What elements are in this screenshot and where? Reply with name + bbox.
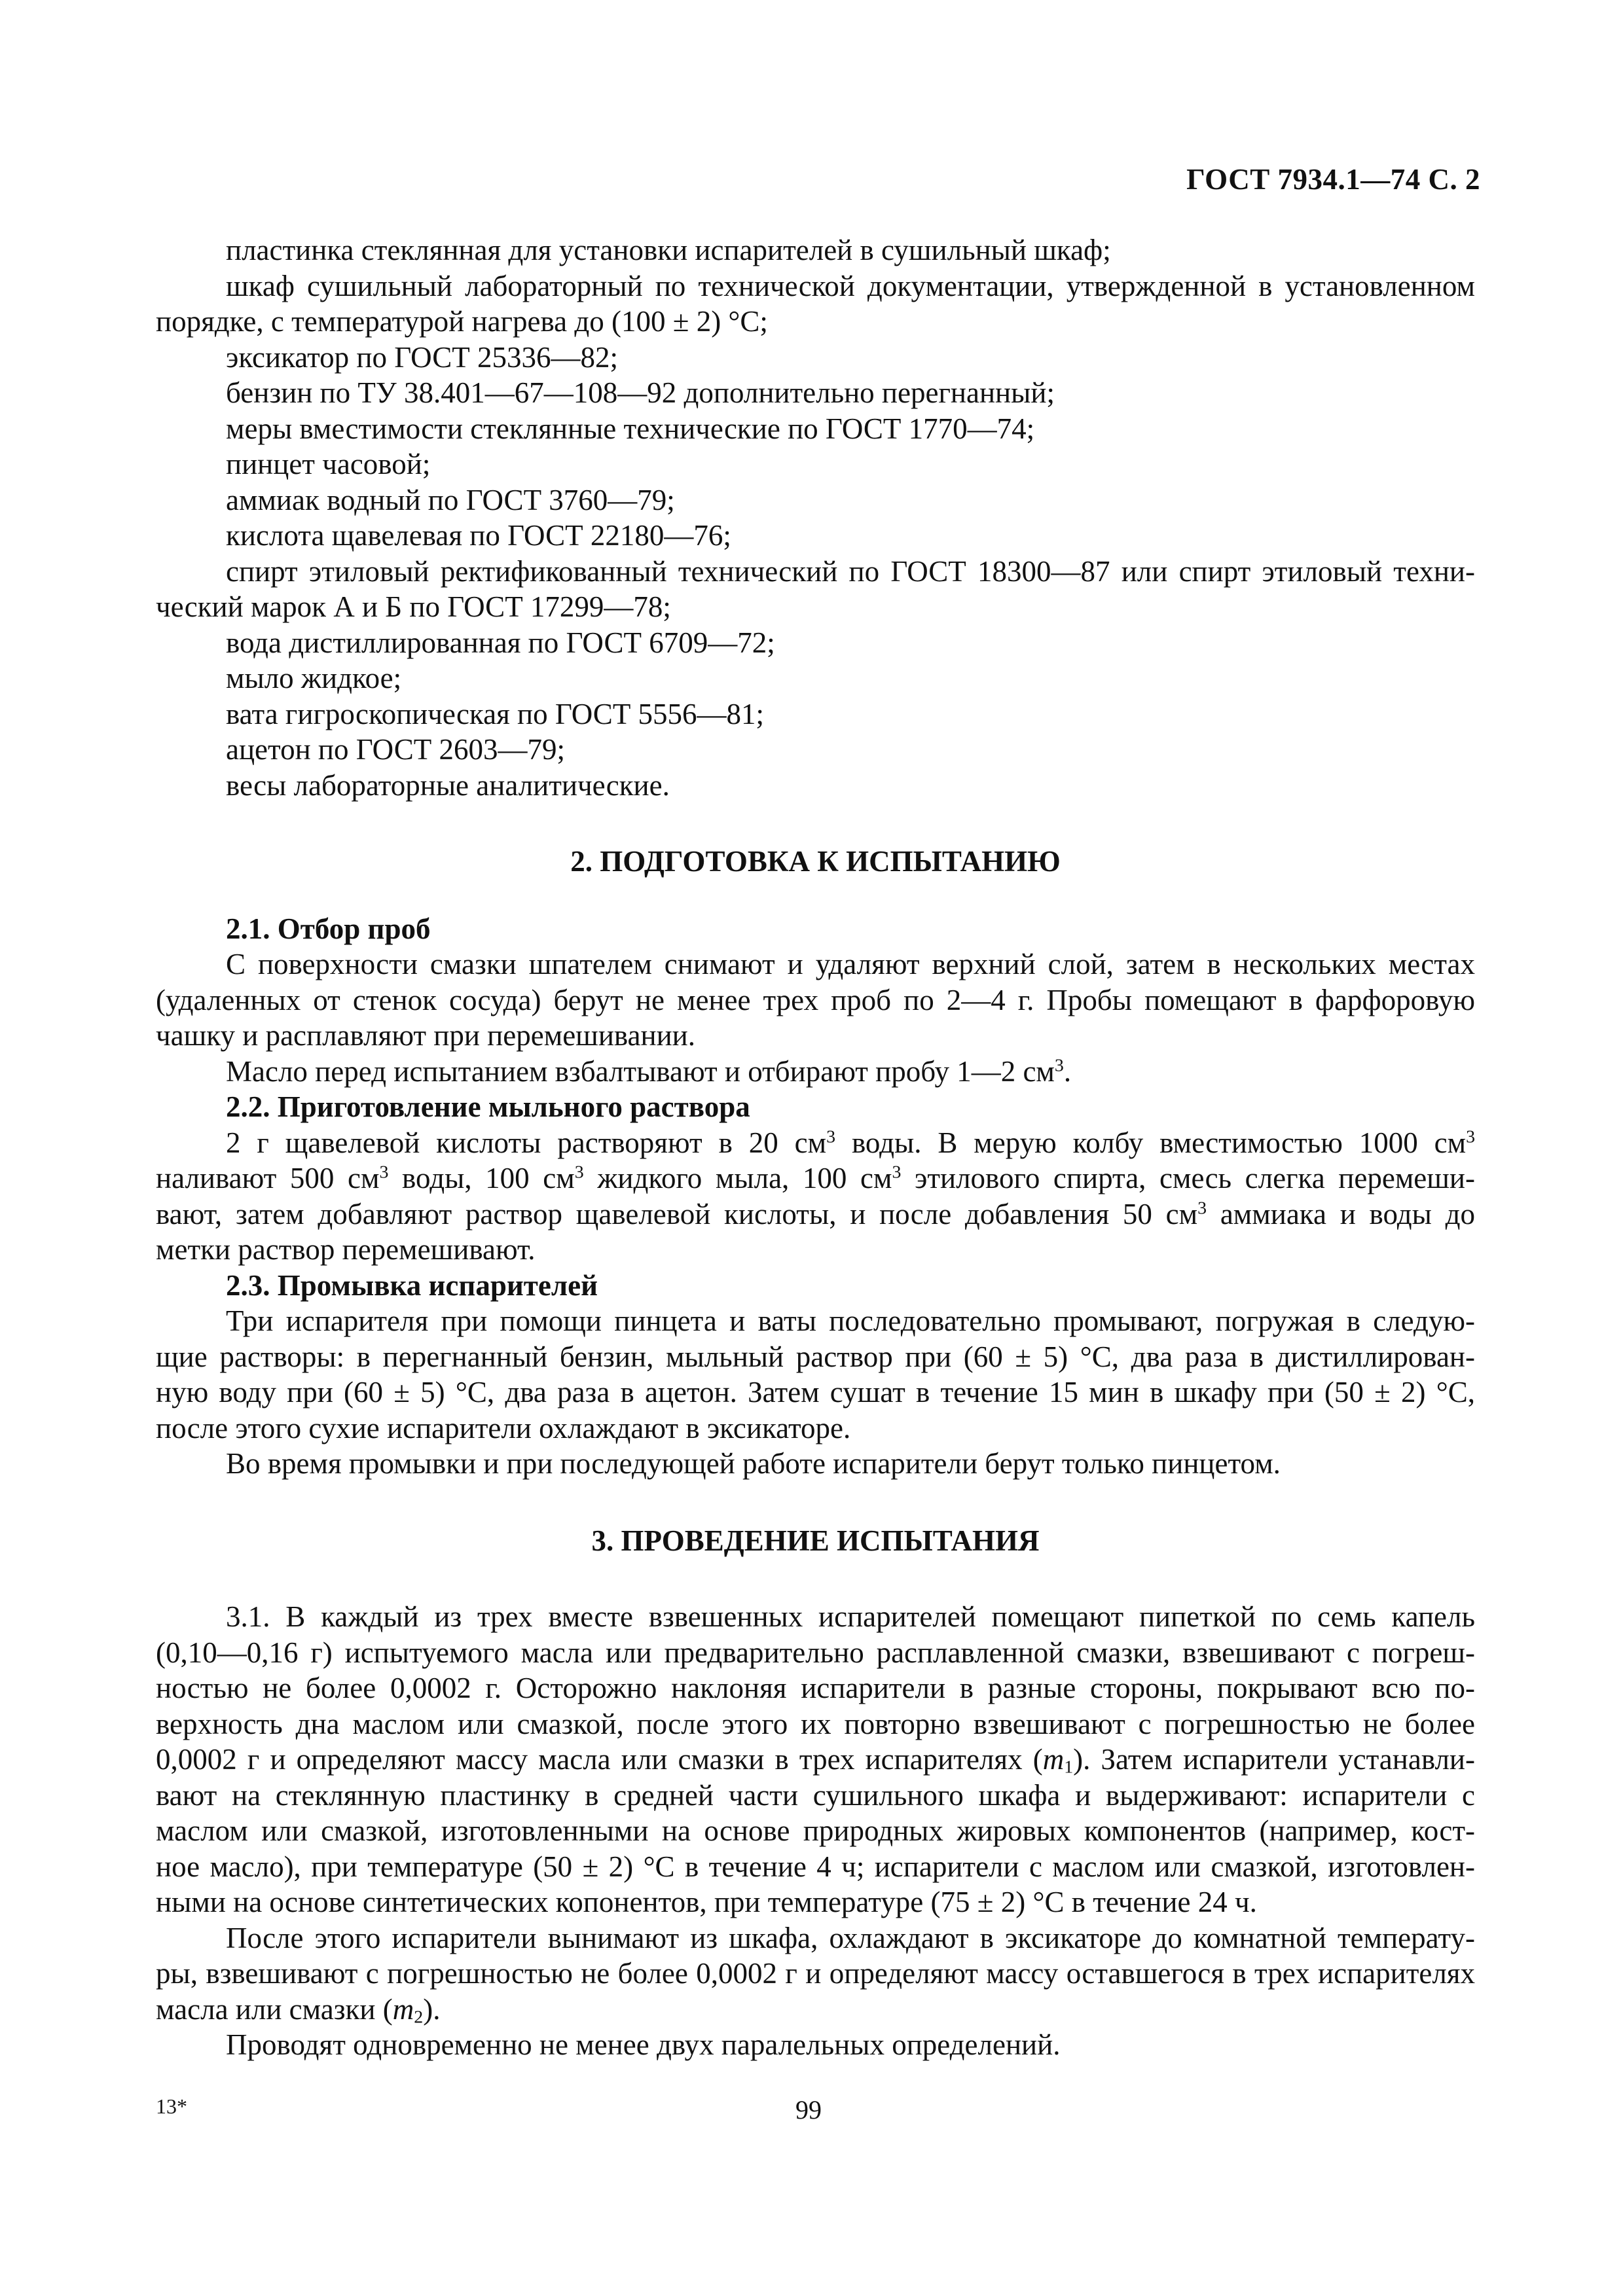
equipment-item: ацетон по ГОСТ 2603—79;	[226, 733, 565, 766]
paragraph-line: ными на основе синтетических копонентов, при температуре (75 ± 2) °С в течение 24 ч.	[156, 1886, 1257, 1918]
equipment-item: бензин по ТУ 38.401—67—108—92 дополнительно перегнанный;	[226, 376, 1055, 409]
equipment-item: порядке, с температурой нагрева до (100 ± 2) °С;	[156, 305, 768, 338]
equipment-item: пинцет часовой;	[226, 448, 431, 480]
equipment-item: кислота щавелевая по ГОСТ 22180—76;	[226, 519, 731, 552]
paragraph-line: метки раствор перемешивают.	[156, 1233, 536, 1266]
paragraph-line: 3.1. В каждый из трех вместе взвешенных испарителей помещают пипеткой по семь капель	[226, 1600, 1475, 1633]
paragraph-line: чашку и расплавляют при перемешивании.	[156, 1019, 696, 1052]
document-body	[156, 232, 1475, 2063]
paragraph-line: (удаленных от стенок сосуда) берут не менее трех проб по 2—4 г. Пробы помещают в фарфоровую	[156, 983, 1475, 1016]
paragraph-line: Масло перед испытанием взбалтывают и отбирают пробу 1—2 $см^3$.	[226, 1054, 1072, 1088]
subsection-2-1-title: 2.1. Отбор проб	[226, 912, 431, 945]
paragraph-line: ное масло), при температуре (50 ± 2) °С в течение 4 ч; испарители с маслом или смазкой, изготовлен-	[156, 1850, 1475, 1883]
subsection-2-2-title: 2.2. Приготовление мыльного раствора	[226, 1090, 750, 1123]
paragraph-line: Во время промывки и при последующей работе испарители берут только пинцетом.	[226, 1447, 1281, 1480]
paragraph-line: верхность дна маслом или смазкой, после этого их повторно взвешивают с погрешностью не более	[156, 1707, 1475, 1740]
paragraph-line: ную воду при (60 ± 5) °С, два раза в ацетон. Затем сушат в течение 15 мин в шкафу при (50 ± 2) °С,	[156, 1376, 1475, 1408]
equipment-item: вата гигроскопическая по ГОСТ 5556—81;	[226, 697, 765, 730]
paragraph-line: После этого испарители вынимают из шкафа, охлаждают в эксикаторе до комнатной температу-	[226, 1921, 1475, 1954]
paragraph-line: 2 г щавелевой кислоты растворяют в 20 $см^3$ воды. В мерую колбу вместимостью 1000 $см^3$	[226, 1126, 1476, 1159]
paragraph-line: Проводят одновременно не менее двух паралельных определений.	[226, 2028, 1061, 2061]
paragraph-line: С поверхности смазки шпателем снимают и удаляют верхний слой, затем в нескольких местах	[226, 948, 1475, 980]
paragraph-line: щие растворы: в перегнанный бензин, мыльный раствор при (60 ± 5) °С, два раза в дистиллирован-	[156, 1340, 1475, 1373]
equipment-item: вода дистиллированная по ГОСТ 6709—72;	[226, 626, 775, 659]
section-3-title: 3. ПРОВЕДЕНИЕ ИСПЫТАНИЯ	[591, 1524, 1040, 1557]
equipment-item: пластинка стеклянная для установки испарителей в сушильный шкаф;	[226, 234, 1111, 266]
paragraph-line: после этого сухие испарители охлаждают в эксикаторе.	[156, 1411, 851, 1444]
equipment-item: ческий марок А и Б по ГОСТ 17299—78;	[156, 590, 671, 623]
paragraph-line: вают на стеклянную пластинку в средней части сушильного шкафа и выдерживают: испарители с	[156, 1778, 1475, 1812]
equipment-item: спирт этиловый ректификованный технический по ГОСТ 18300—87 или спирт этиловый техни-	[226, 554, 1475, 588]
section-2-title: 2. ПОДГОТОВКА К ИСПЫТАНИЮ	[570, 845, 1061, 878]
equipment-item: шкаф сушильный лабораторный по технической документации, утвержденной в установленном	[226, 269, 1475, 302]
paragraph-line: (0,10—0,16 г) испытуемого масла или предварительно расплавленной смазки, взвешивают с погреш-	[156, 1636, 1475, 1669]
paragraph-line: масла или смазки $(m_2)$.	[156, 1992, 441, 2028]
footer-signature-mark: 13*	[156, 2094, 187, 2118]
paragraph-line: вают, затем добавляют раствор щавелевой кислоты, и после добавления 50 $см^3$ аммиака и воды до	[156, 1197, 1475, 1230]
paragraph-line: 0,0002 г и определяют массу масла или смазки в трех испарителях $(m_1)$. Затем испарители устанавли-	[156, 1743, 1475, 1778]
equipment-item: весы лабораторные аналитические.	[226, 768, 670, 802]
paragraph-line: ры, взвешивают с погрешностью не более 0,0002 г и определяют массу оставшегося в трех испарителях	[156, 1957, 1475, 1990]
equipment-item: эксикатор по ГОСТ 25336—82;	[226, 340, 618, 374]
paragraph-line: ностью не более 0,0002 г. Осторожно наклоняя испарители в разные стороны, покрывают всю по-	[156, 1672, 1475, 1704]
subsection-2-3-title: 2.3. Промывка испарителей	[226, 1268, 598, 1302]
paragraph-line: маслом или смазкой, изготовленными на основе природных жировых компонентов (например, кост-	[156, 1814, 1475, 1847]
equipment-item: меры вместимости стеклянные технические по ГОСТ 1770—74;	[226, 412, 1035, 445]
equipment-item: аммиак водный по ГОСТ 3760—79;	[226, 483, 675, 516]
equipment-item: мыло жидкое;	[226, 662, 402, 694]
paragraph-line: наливают 500 $см^3$ воды, 100 $см^3$ жидкого мыла, 100 $см^3$ этилового спирта, смесь слегка перемеши-	[156, 1162, 1475, 1194]
document-header: ГОСТ 7934.1—74 С. 2	[1186, 163, 1480, 196]
paragraph-line: Три испарителя при помощи пинцета и ваты последовательно промывают, погружая в следую-	[226, 1304, 1475, 1337]
page-number: 99	[795, 2095, 822, 2125]
